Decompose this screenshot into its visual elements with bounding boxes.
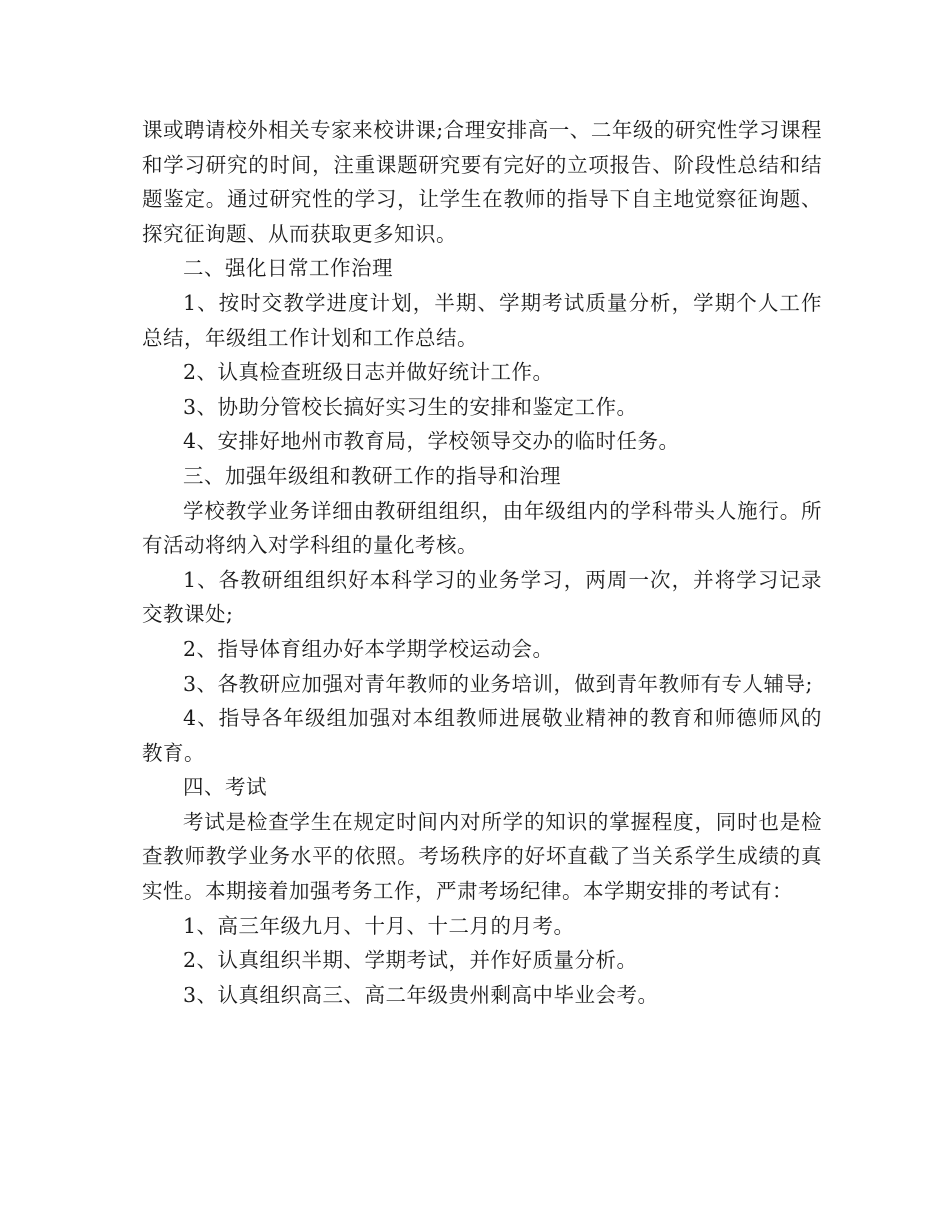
list-item: 1、按时交教学进度计划，半期、学期考试质量分析，学期个人工作总结，年级组工作计划和工作总结。 <box>142 290 822 350</box>
list-item: 1、高三年级九月、十月、十二月的月考。 <box>183 913 575 938</box>
list-item: 2、指导体育组办好本学期学校运动会。 <box>183 636 554 661</box>
list-item: 4、安排好地州市教育局，学校领导交办的临时任务。 <box>183 429 680 454</box>
list-item: 3、各教研应加强对青年教师的业务培训，做到青年教师有专人辅导; <box>183 671 813 696</box>
paragraph: 考试是检查学生在规定时间内对所学的知识的掌握程度，同时也是检查教师教学业务水平的依照。考场秩序的好坏直截了当关系学生成绩的真实性。本期接着加强考务工作，严肃考场纪律。本学期安排的考试有： <box>142 809 822 904</box>
list-item: 1、各教研组组织好本科学习的业务学习，两周一次，并将学习记录交教课处; <box>142 567 822 627</box>
list-item: 2、认真检查班级日志并做好统计工作。 <box>183 360 554 385</box>
list-item: 3、协助分管校长搞好实习生的安排和鉴定工作。 <box>183 394 638 419</box>
paragraph: 学校教学业务详细由教研组组织，由年级组内的学科带头人施行。所有活动将纳入对学科组的量化考核。 <box>142 498 822 558</box>
list-item: 3、认真组织高三、高二年级贵州剩高中毕业会考。 <box>183 982 659 1007</box>
paragraph-continuation: 课或聘请校外相关专家来校讲课;合理安排高一、二年级的研究性学习课程和学习研究的时间，注重课题研究要有完好的立项报告、阶段性总结和结题鉴定。通过研究性的学习，让学生在教师的指导下自主地觉察征询题、探究征询题、从而获取更多知识。 <box>142 118 822 246</box>
list-item: 4、指导各年级组加强对本组教师进展敬业精神的教育和师德师风的教育。 <box>142 706 822 765</box>
section-heading-daily-work: 二、强化日常工作治理 <box>183 256 393 281</box>
document-page <box>142 113 822 1012</box>
section-heading-teaching-research: 三、加强年级组和教研工作的指导和治理 <box>183 463 561 488</box>
list-item: 2、认真组织半期、学期考试，并作好质量分析。 <box>183 948 638 973</box>
section-heading-exams: 四、考试 <box>183 775 267 800</box>
